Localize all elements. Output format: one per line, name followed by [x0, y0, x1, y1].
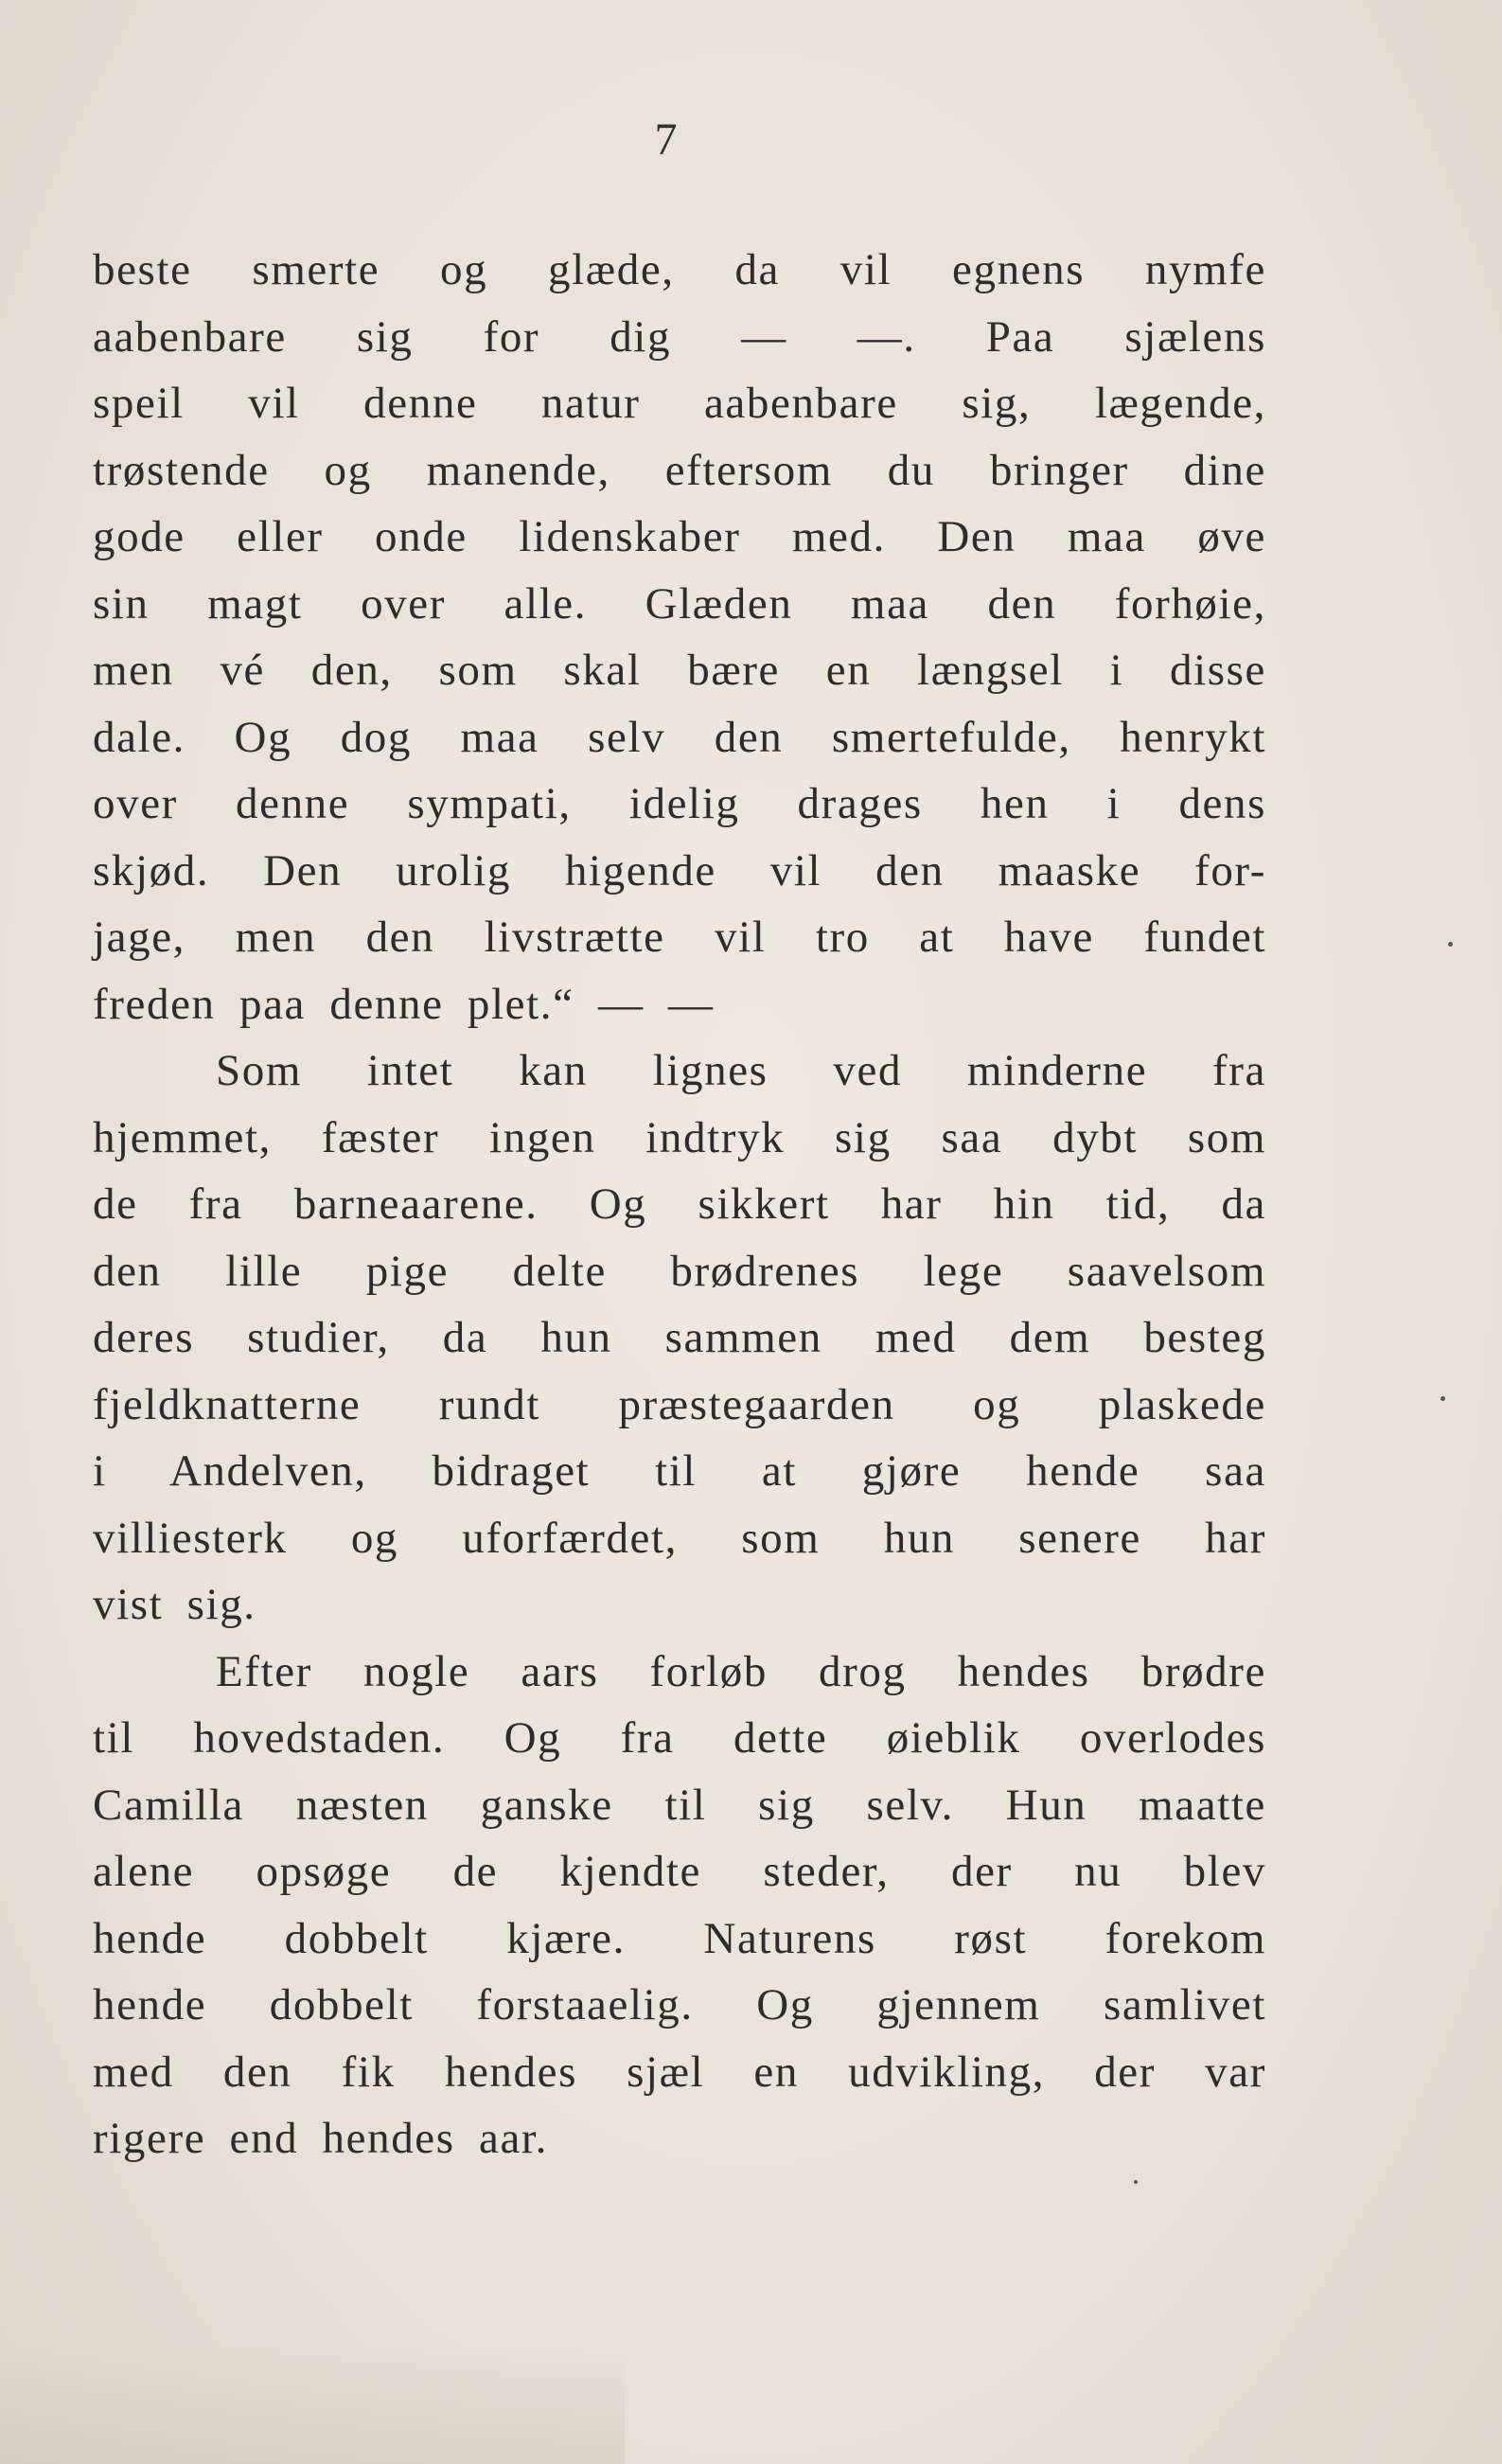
- text-line: deres studier, da hun sammen med dem besteg: [93, 1313, 1266, 1362]
- text-line: fjeldknatterne rundt præstegaarden og plaskede: [93, 1379, 1266, 1429]
- page-bottom-shadow: [0, 2343, 625, 2464]
- text-line: trøstende og manende, eftersom du bringer dine: [93, 445, 1266, 495]
- text-line: i Andelven, bidraget til at gjøre hende saa: [93, 1446, 1266, 1496]
- text-line: dale. Og dog maa selv den smertefulde, henrykt: [93, 712, 1266, 762]
- text-line: hende dobbelt forstaaelig. Og gjennem samlivet: [93, 1980, 1266, 2030]
- text-line: men vé den, som skal bære en længsel i disse: [93, 646, 1266, 695]
- page-number: 7: [654, 115, 678, 165]
- text-line: med den fik hendes sjæl en udvikling, der var: [93, 2047, 1266, 2097]
- text-line: hjemmet, fæster ingen indtryk sig saa dybt som: [93, 1112, 1266, 1162]
- text-line: den lille pige delte brødrenes lege saavelsom: [93, 1246, 1266, 1296]
- text-line: Camilla næsten ganske til sig selv. Hun maatte: [93, 1780, 1266, 1830]
- text-line: villiesterk og uforfærdet, som hun senere har: [93, 1513, 1266, 1563]
- text-line: jage, men den livstrætte vil tro at have fundet: [93, 913, 1266, 962]
- paper-speck: [1440, 1396, 1445, 1401]
- text-line: freden paa denne plet.“ — —: [93, 979, 715, 1029]
- text-line: sin magt over alle. Glæden maa den forhøie,: [93, 578, 1266, 629]
- text-line: vist sig.: [93, 1580, 256, 1629]
- text-line: til hovedstaden. Og fra dette øieblik overlodes: [93, 1713, 1266, 1763]
- text-line: beste smerte og glæde, da vil egnens nymfe: [93, 245, 1266, 294]
- text-line: Efter nogle aars forløb drog hendes brødre: [216, 1646, 1266, 1696]
- text-line: skjød. Den urolig higende vil den maaske for-: [93, 845, 1266, 895]
- text-line: rigere end hendes aar.: [93, 2114, 548, 2163]
- text-line: gode eller onde lidenskaber med. Den maa øve: [93, 512, 1266, 561]
- text-line: hende dobbelt kjære. Naturens røst forekom: [93, 1913, 1266, 1963]
- text-line: alene opsøge de kjendte steder, der nu blev: [93, 1847, 1266, 1896]
- body-text: [93, 237, 1266, 2172]
- paper-speck: [1134, 2180, 1138, 2184]
- text-line: speil vil denne natur aabenbare sig, lægende,: [93, 379, 1266, 428]
- text-line: aabenbare sig for dig — —. Paa sjælens: [93, 311, 1266, 362]
- text-line: Som intet kan lignes ved minderne fra: [216, 1046, 1266, 1095]
- text-line: over denne sympati, idelig drages hen i dens: [93, 779, 1266, 828]
- paper-speck: [1448, 942, 1453, 947]
- text-line: de fra barneaarene. Og sikkert har hin tid, da: [93, 1179, 1266, 1229]
